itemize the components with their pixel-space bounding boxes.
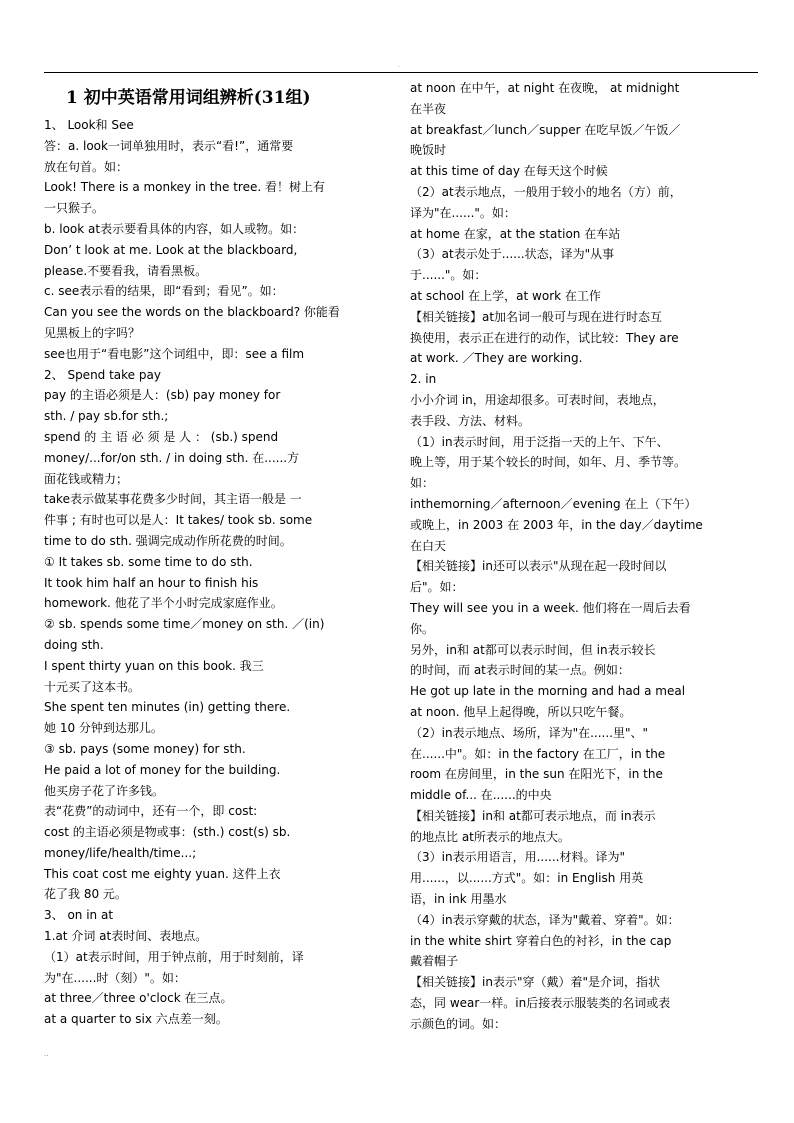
right-column <box>410 78 728 1035</box>
text-line: This coat cost me eighty yuan. 这件上衣 <box>44 866 281 881</box>
text-line: ② sb. spends some time／money on sth. ／(in) <box>44 617 325 632</box>
text-line: （3）in表示用语言，用......材料。译为" <box>410 850 625 865</box>
left-column <box>44 78 354 1030</box>
text-line: at noon. 他早上起得晚，所以只吃午餐。 <box>410 704 632 719</box>
text-line: 1.at 介词 at表时间、表地点。 <box>44 929 208 944</box>
text-line: in the white shirt 穿着白色的衬衫，in the cap <box>410 933 672 948</box>
text-line: 如： <box>410 476 435 491</box>
text-line: 戴着帽子 <box>410 954 459 969</box>
text-line: 花了我 80 元。 <box>44 887 127 902</box>
text-line: 换使用，表示正在进行的动作，试比较：They are <box>410 330 679 345</box>
text-line: ① It takes sb. some time to do sth. <box>44 554 253 569</box>
text-line: 的地点比 at所表示的地点大。 <box>410 829 570 844</box>
text-line: 后"。如： <box>410 580 464 595</box>
text-line: at work. ／They are working. <box>410 351 583 366</box>
text-line: It took him half an hour to finish his <box>44 575 259 590</box>
text-line: （3）at表示处于......状态，译为"从事 <box>410 247 615 262</box>
text-line: please.不要看我，请看黑板。 <box>44 263 208 278</box>
text-line: 为"在......时（刻）"。如： <box>44 970 186 985</box>
text-line: spend 的 主 语 必 须 是 人 ： (sb.) spend <box>44 429 279 444</box>
text-line: 【相关链接】in表示"穿（戴）着"是介词，指状 <box>410 975 660 990</box>
text-line: c. see表示看的结果，即“看到；看见”。如： <box>44 284 284 299</box>
text-line: 译为"在......"。如： <box>410 205 516 220</box>
text-line: 小小介词 in，用途却很多。可表时间，表地点， <box>410 392 665 407</box>
text-line: 晚饭时 <box>410 143 447 158</box>
text-line: at a quarter to six 六点差一刻。 <box>44 1012 228 1027</box>
text-line: 在半夜 <box>410 101 447 116</box>
header-rule <box>44 72 758 73</box>
text-line: room 在房间里，in the sun 在阳光下，in the <box>410 767 663 782</box>
text-line: 他买房子花了许多钱。 <box>44 783 165 798</box>
text-line: at noon 在中午，at night 在夜晚， at midnight <box>410 81 680 95</box>
text-line: 件事 ; 有时也可以是人：It takes/ took sb. some <box>44 513 313 528</box>
text-line: 3、 on in at <box>44 908 114 923</box>
header-mark: . <box>398 62 400 69</box>
text-line: He paid a lot of money for the building. <box>44 762 281 777</box>
text-line: She spent ten minutes (in) getting there. <box>44 700 291 715</box>
text-line: 【相关链接】in还可以表示"从现在起一段时间以 <box>410 559 667 574</box>
text-line: 你。 <box>410 621 435 636</box>
text-line: money/...for/on sth. / in doing sth. 在......方 <box>44 450 300 465</box>
text-line: middle of... 在......的中央 <box>410 788 552 803</box>
text-line: 表“花费”的动词中，还有一个，即 cost: <box>44 804 258 819</box>
text-line: homework. 他花了半个小时完成家庭作业。 <box>44 596 283 611</box>
right-text-block <box>410 78 728 1035</box>
left-text-block <box>44 115 354 1030</box>
text-line: They will see you in a week. 他们将在一周后去看 <box>410 600 691 615</box>
text-line: 用......，以......方式"。如：in English 用英 <box>410 871 644 886</box>
text-line: 【相关链接】at加名词一般可与现在进行时态互 <box>410 309 663 324</box>
text-line: 【相关链接】in和 at都可表示地点，而 in表示 <box>410 808 656 823</box>
text-line: 在......中"。如：in the factory 在工厂，in the <box>410 746 666 761</box>
text-line: （1）at表示时间，用于钟点前，用于时刻前，译 <box>44 949 304 964</box>
text-line: 示颜色的词。如： <box>410 1016 507 1031</box>
text-line: 她 10 分钟到达那儿。 <box>44 721 163 736</box>
text-line: see也用于“看电影”这个词组中，即：see a film <box>44 346 305 361</box>
footer-mark: .. <box>44 1050 49 1058</box>
text-line: at breakfast／lunch／supper 在吃早饭／午饭／ <box>410 122 681 137</box>
text-line: at this time of day 在每天这个时候 <box>410 164 608 179</box>
text-line: He got up late in the morning and had a meal <box>410 684 686 699</box>
text-line: Don’ t look at me. Look at the blackboard, <box>44 242 298 257</box>
text-line: at three／three o'clock 在三点。 <box>44 991 233 1006</box>
text-line: （1）in表示时间，用于泛指一天的上午、下午、 <box>410 434 669 449</box>
text-line: （2）at表示地点，一般用于较小的地名（方）前， <box>410 184 682 199</box>
text-line: 1、 Look和 See <box>44 118 134 132</box>
text-line: sth. / pay sb.for sth.; <box>44 409 169 424</box>
text-line: 于......"。如： <box>410 268 487 283</box>
text-line: at home 在家，at the station 在车站 <box>410 226 621 241</box>
text-line: 十元买了这本书。 <box>44 679 141 694</box>
text-line: （4）in表示穿戴的状态，译为"戴着、穿着"。如： <box>410 912 680 927</box>
text-line: at school 在上学，at work 在工作 <box>410 288 601 303</box>
text-line: 表手段、方法、材料。 <box>410 413 531 428</box>
text-line: 放在句首。如： <box>44 159 129 174</box>
text-line: 晚上等，用于某个较长的时间，如年、月、季节等。 <box>410 455 687 470</box>
text-line: Look! There is a monkey in the tree. 看！树上有 <box>44 180 325 195</box>
text-line: ③ sb. pays (some money) for sth. <box>44 741 246 756</box>
text-line: take表示做某事花费多少时间，其主语一般是 一 <box>44 492 302 507</box>
text-line: time to do sth. 强调完成动作所花费的时间。 <box>44 533 292 548</box>
text-line: cost 的主语必须是物或事：(sth.) cost(s) sb. <box>44 825 291 840</box>
text-line: I spent thirty yuan on this book. 我三 <box>44 658 264 673</box>
text-line: 2. in <box>410 372 437 387</box>
text-line: 见黑板上的字吗？ <box>44 325 141 340</box>
text-line: （2）in表示地点、场所，译为"在......里"、" <box>410 725 649 740</box>
text-line: doing sth. <box>44 637 104 652</box>
text-line: 或晚上，in 2003 在 2003 年，in the day／daytime <box>410 517 703 532</box>
text-line: money/life/health/time...; <box>44 845 197 860</box>
text-line: pay 的主语必须是人：(sb) pay money for <box>44 388 281 403</box>
text-line: 语，in ink 用墨水 <box>410 892 507 907</box>
text-line: 在白天 <box>410 538 447 553</box>
text-line: b. look at表示要看具体的内容，如人或物。如： <box>44 221 305 236</box>
text-line: 面花钱或精力； <box>44 471 129 486</box>
text-line: 另外，in和 at都可以表示时间，但 in表示较长 <box>410 642 656 657</box>
document-title: 1 初中英语常用词组辨析(31组) <box>66 88 311 108</box>
text-line: 答：a. look一词单独用时，表示“看!”，通常要 <box>44 138 294 153</box>
text-line: 2、 Spend take pay <box>44 367 161 382</box>
text-line: Can you see the words on the blackboard? 你能看 <box>44 305 340 320</box>
text-line: 的时间，而 at表示时间的某一点。例如： <box>410 663 630 678</box>
text-line: 态，同 wear一样。in后接表示服装类的名词或表 <box>410 996 671 1011</box>
text-line: inthemorning／afternoon／evening 在上（下午） <box>410 496 697 511</box>
text-line: 一只猴子。 <box>44 201 105 216</box>
